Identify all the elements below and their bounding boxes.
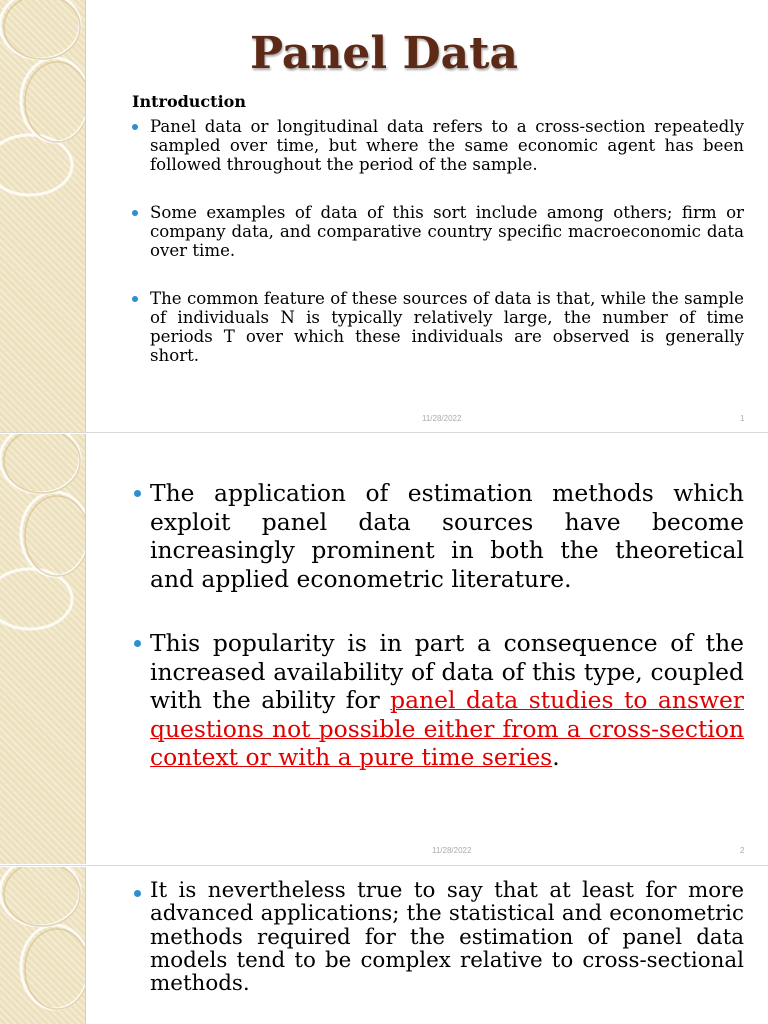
list-item bbox=[150, 629, 744, 772]
slide-1 bbox=[0, 0, 768, 432]
list-item bbox=[150, 479, 744, 593]
bullet-icon bbox=[132, 210, 138, 216]
list-item bbox=[150, 203, 744, 260]
bullet-text: The common feature of these sources of data is that, while the sample of individuals N is typically relatively large, the number of time periods T over which these individuals are observed is generally short. bbox=[150, 289, 744, 365]
slide-2 bbox=[0, 434, 768, 864]
swirl-decoration-icon bbox=[0, 434, 85, 864]
slide-divider bbox=[0, 865, 768, 866]
list-item bbox=[150, 117, 744, 174]
decorative-band bbox=[0, 867, 86, 1024]
bullet-text: This popularity is in part a consequence of the increased availability of data of this type, coupled with the ability for bbox=[150, 629, 744, 714]
bullet-list bbox=[150, 879, 744, 995]
page-title: Panel Data bbox=[250, 28, 518, 79]
slide-3 bbox=[0, 867, 768, 1024]
bullet-icon bbox=[132, 124, 138, 130]
bullet-text-end: . bbox=[552, 743, 560, 771]
bullet-text: The application of estimation methods which exploit panel data sources have become increasingly prominent in both the theoretical and applied econometric literature. bbox=[150, 479, 744, 593]
bullet-icon bbox=[132, 296, 138, 302]
decorative-band bbox=[0, 434, 86, 864]
list-item bbox=[150, 289, 744, 365]
swirl-decoration-icon bbox=[0, 867, 85, 1024]
footer-date: 11/28/2022 bbox=[422, 414, 462, 423]
footer-page-number: 2 bbox=[740, 846, 745, 855]
bullet-text: It is nevertheless true to say that at least for more advanced applications; the statistical and econometric methods required for the estimation of panel data models tend to be complex relative to cross-sectional methods. bbox=[150, 878, 744, 997]
bullet-list bbox=[150, 479, 744, 808]
section-heading: Introduction bbox=[132, 92, 246, 111]
footer-date: 11/28/2022 bbox=[432, 846, 472, 855]
bullet-icon bbox=[134, 640, 141, 647]
bullet-icon bbox=[134, 890, 141, 897]
footer-page-number: 1 bbox=[740, 414, 745, 423]
bullet-text: Some examples of data of this sort include among others; firm or company data, and comparative country specific macroeconomic data over time. bbox=[150, 203, 744, 260]
bullet-text: Panel data or longitudinal data refers to a cross-section repeatedly sampled over time, but where the same economic agent has been followed throughout the period of the sample. bbox=[150, 117, 744, 174]
highlighted-text: panel data studies to answer questions not possible either from a cross-section context or with a pure time series bbox=[150, 686, 744, 771]
bullet-icon bbox=[134, 490, 141, 497]
slide-divider bbox=[0, 432, 768, 433]
list-item bbox=[150, 879, 744, 995]
bullet-list bbox=[150, 117, 744, 394]
